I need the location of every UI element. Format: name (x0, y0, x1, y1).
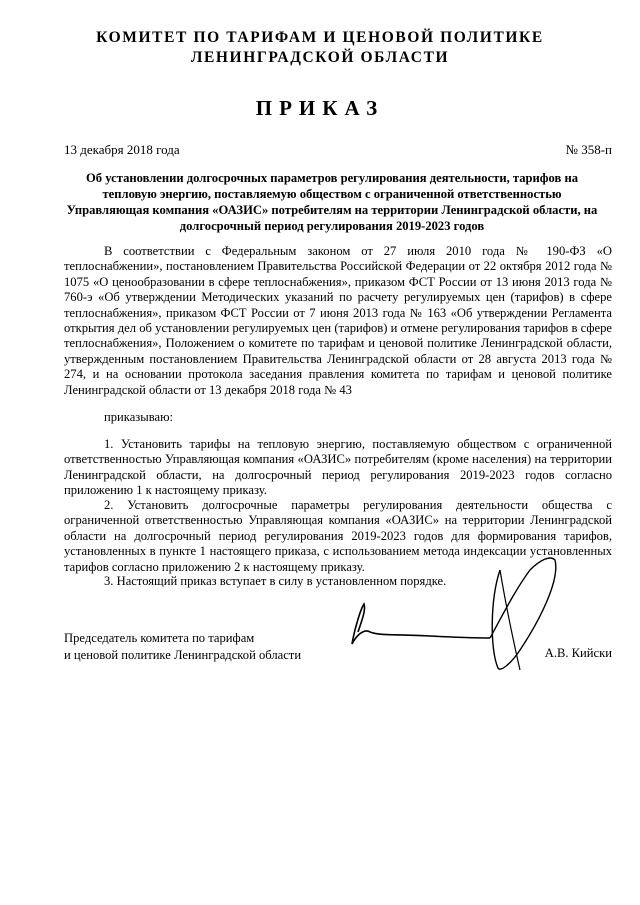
issuer-header (0, 28, 640, 68)
signatory-title-line-1: Председатель комитета по тарифам (64, 631, 255, 645)
issuer-line-2: ЛЕНИНГРАДСКОЙ ОБЛАСТИ (190, 49, 450, 66)
signatory-name: А.В. Кийски (544, 646, 612, 660)
signatory-title-line-2: и ценовой политике Ленинградской области (64, 648, 302, 662)
order-item-3: 3. Настоящий приказ вступает в силу в установленном порядке. (104, 574, 447, 588)
preamble-paragraph: В соответствии с Федеральным законом от 27 июля 2010 года № 190-ФЗ «О теплоснабжении», постановлением Правительства Российской Федерации от 22 октября 2012 года № 1075 «О ценообразовании в сфере теплоснабжения», приказом ФСТ России от 13 июня 2013 года № 760-э «Об утверждении Методических указаний по расчету регулируемых цен (тарифов) в сфере теплоснабжения», приказом ФСТ России от 7 июня 2013 года № 163 «Об утверждении Регламента открытия дел об установлении регулируемых цен (тарифов) и отмене регулирования тарифов в сфере теплоснабжения», Положением о комитете по тарифам и ценовой политике Ленинградской области, утвержденным постановлением Правительства Ленинградской области от 28 августа 2013 года № 274, и на основании протокола заседания правления комитета по тарифам и ценовой политике Ленинградской области от 13 декабря 2018 года № 43 (64, 244, 612, 397)
order-item-2: 2. Установить долгосрочные параметры регулирования деятельности общества с ограниченной ответственностью Управляющая компания «ОАЗИС» на территории Ленинградской области на долгосрочный период регулирования 2019-2023 годов для формирования тарифов, установленных в пункте 1 настоящего приказа, с использованием метода индексации установленных тарифов согласно приложению 2 к настоящему приказу. (64, 498, 612, 574)
document-type-title: ПРИКАЗ (255, 96, 385, 120)
order-item-1: 1. Установить тарифы на тепловую энергию, поставляемую обществом с ограниченной ответственностью Управляющая компания «ОАЗИС» потребителям (кроме населения) на территории Ленинградской области, на долгосрочный период регулирования 2019-2023 годов согласно приложению 1 к настоящему приказу. (64, 437, 612, 498)
order-date: 13 декабря 2018 года (64, 142, 180, 157)
order-word: приказываю: (104, 410, 174, 424)
signatory-title (64, 630, 301, 664)
order-subject: Об установлении долгосрочных параметров регулирования деятельности, тарифов на тепловую энергию, поставляемую обществом с ограниченной ответственностью Управляющая компания «ОАЗИС» потребителям на территории Ленинградской области, на долгосрочный период регулирования 2019-2023 годов (66, 171, 598, 233)
order-number: № 358-п (565, 142, 612, 157)
issuer-line-1: КОМИТЕТ ПО ТАРИФАМ И ЦЕНОВОЙ ПОЛИТИКЕ (96, 29, 544, 46)
